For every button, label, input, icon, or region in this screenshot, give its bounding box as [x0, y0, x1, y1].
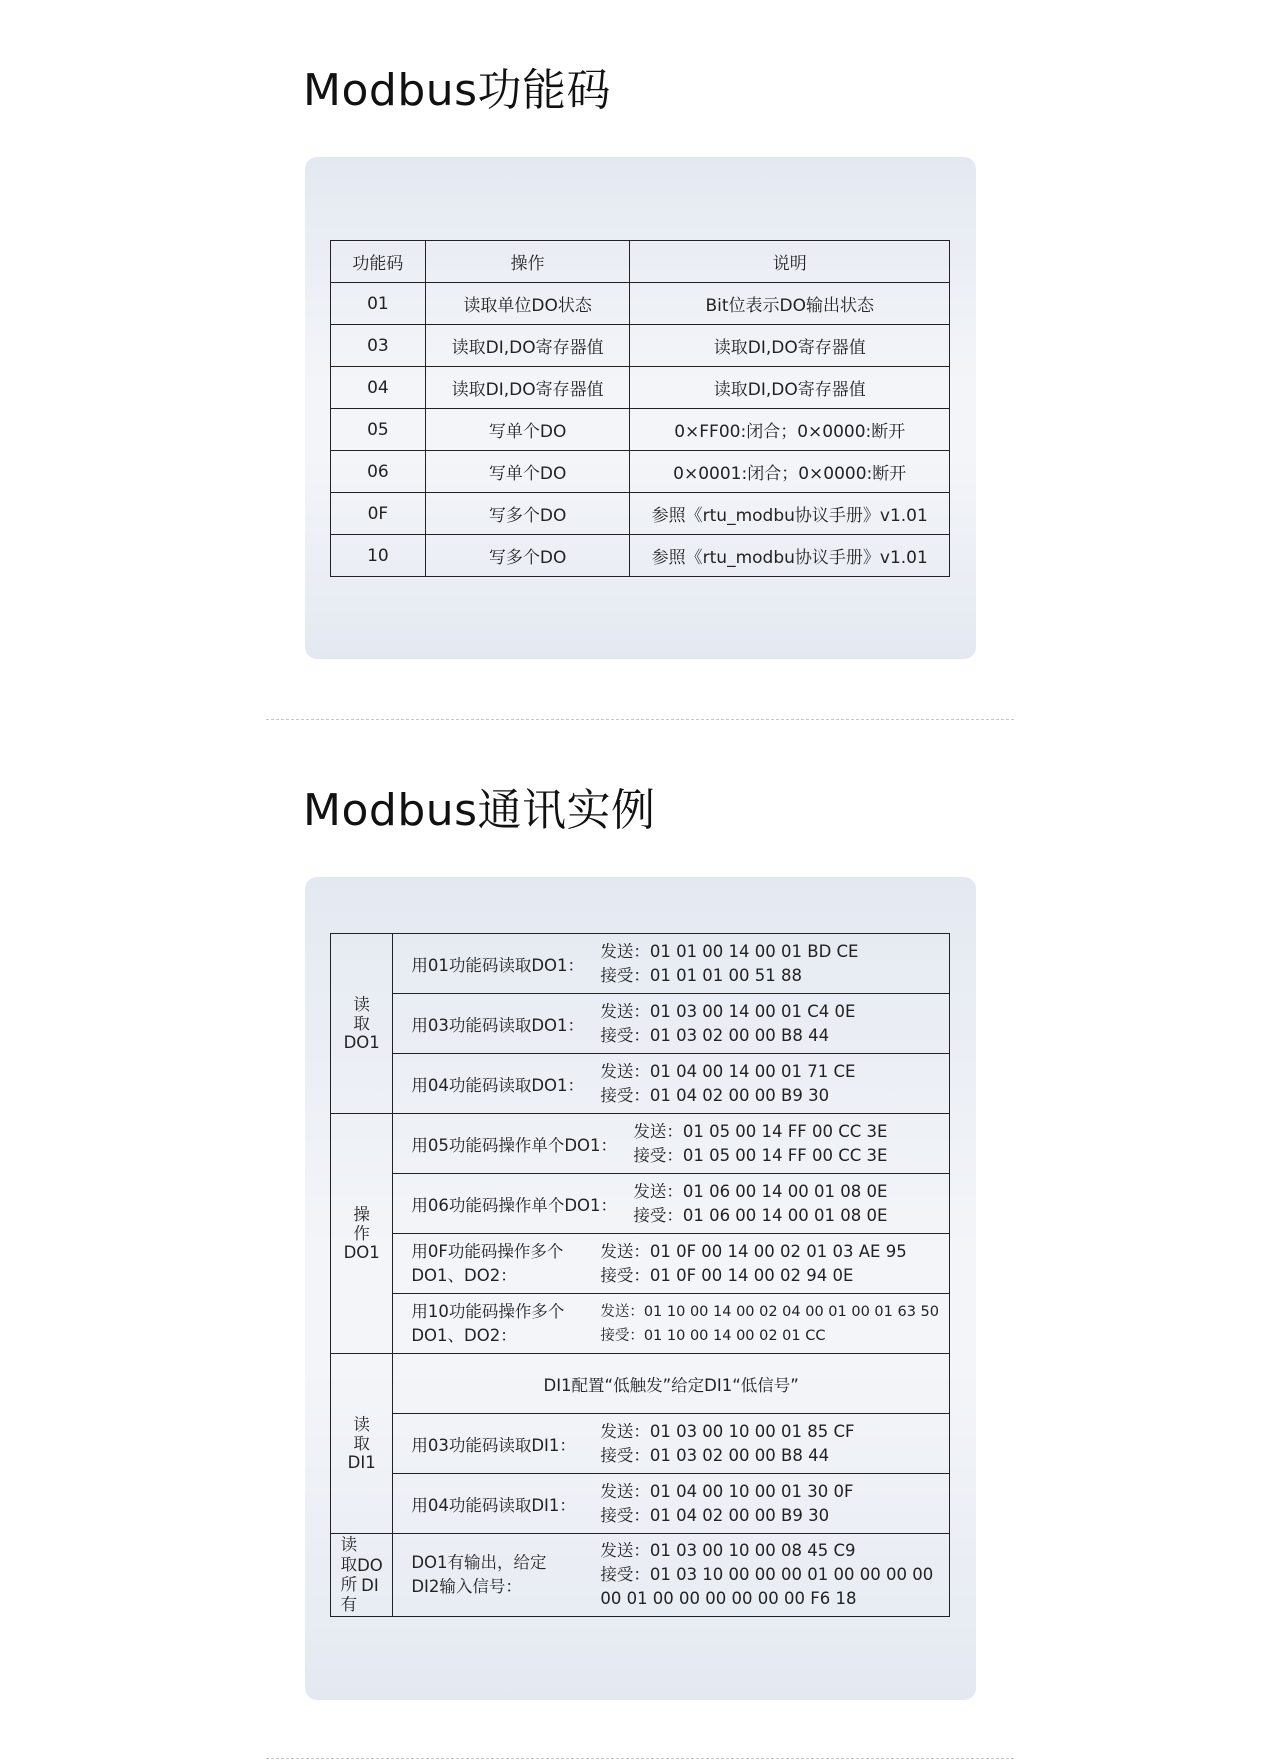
group-read-all: 读 取 所 有 DO DI: [331, 1534, 393, 1617]
cell-operation: 写单个DO: [425, 409, 630, 451]
cell-operation: 读取DI,DO寄存器值: [425, 367, 630, 409]
table-row: [331, 1354, 950, 1414]
receive-message: 接受：01 06 00 14 00 01 08 0E: [633, 1205, 888, 1225]
receive-message: 接受：01 10 00 14 00 02 01 CC: [600, 1327, 826, 1344]
table-row: [331, 409, 950, 451]
send-message: 发送：01 0F 00 14 00 02 01 03 AE 95: [600, 1241, 907, 1261]
example-label: 用0F功能码操作多个 DO1、DO2：: [411, 1241, 564, 1285]
table-row: [331, 535, 950, 577]
section-title-examples: Modbus通讯实例: [303, 785, 656, 836]
example-row: [393, 1414, 950, 1474]
table-row: [331, 1174, 950, 1234]
receive-message: 接受：01 05 00 14 FF 00 CC 3E: [633, 1145, 888, 1165]
send-message: 发送：01 01 00 14 00 01 BD CE: [600, 941, 859, 961]
table-row: [331, 1474, 950, 1534]
example-row: [393, 1174, 950, 1234]
example-row: [393, 1534, 950, 1617]
table-row: [331, 934, 950, 994]
receive-message: 接受：01 03 10 00 00 00 01 00 00 00 00: [600, 1565, 934, 1584]
table-row: [331, 1234, 950, 1294]
cell-description: 参照《rtu_modbu协议手册》v1.01: [630, 535, 950, 577]
section-divider: [266, 1758, 1014, 1759]
send-message: 发送：01 03 00 10 00 01 85 CF: [600, 1421, 855, 1441]
receive-message: 接受：01 0F 00 14 00 02 94 0E: [600, 1265, 854, 1285]
group-operate-do1: 操 作 DO1: [331, 1114, 393, 1354]
cell-code: 10: [331, 535, 426, 577]
example-label: 用03功能码读取DO1：: [411, 1015, 585, 1035]
table-row: [331, 994, 950, 1054]
table-row: [331, 451, 950, 493]
example-row: [393, 1114, 950, 1174]
cell-description: 读取DI,DO寄存器值: [630, 325, 950, 367]
send-message: 发送：01 04 00 10 00 01 30 0F: [600, 1481, 854, 1501]
receive-message: 接受：01 03 02 00 00 B8 44: [600, 1025, 830, 1045]
cell-description: Bit位表示DO输出状态: [630, 283, 950, 325]
examples-table: [330, 933, 950, 1617]
table-header-row: [331, 241, 950, 283]
cell-operation: 写多个DO: [425, 535, 630, 577]
cell-code: 06: [331, 451, 426, 493]
example-label: 用03功能码读取DI1：: [411, 1435, 576, 1455]
send-message: 发送：01 10 00 14 00 02 04 00 01 00 01 63 50: [600, 1303, 939, 1320]
example-label: 用06功能码操作单个DO1：: [411, 1195, 618, 1215]
example-label: 用04功能码读取DI1：: [411, 1495, 576, 1515]
example-row: [393, 1474, 950, 1534]
receive-message: 接受：01 04 02 00 00 B9 30: [600, 1505, 830, 1525]
cell-description: 0×0001:闭合；0×0000:断开: [630, 451, 950, 493]
send-message: 发送：01 05 00 14 FF 00 CC 3E: [633, 1121, 888, 1141]
cell-description: 参照《rtu_modbu协议手册》v1.01: [630, 493, 950, 535]
send-message: 发送：01 03 00 14 00 01 C4 0E: [600, 1001, 856, 1021]
example-row: [393, 1054, 950, 1114]
table-row: [331, 283, 950, 325]
cell-description: 0×FF00:闭合；0×0000:断开: [630, 409, 950, 451]
table-row: [331, 367, 950, 409]
example-row: [393, 1294, 950, 1354]
example-label: 用01功能码读取DO1：: [411, 955, 585, 975]
receive-message-continued: 00 01 00 00 00 00 00 00 F6 18: [600, 1589, 857, 1608]
example-row: [393, 934, 950, 994]
example-label: 用05功能码操作单个DO1：: [411, 1135, 618, 1155]
group-read-di1: 读 取 DI1: [331, 1354, 393, 1534]
section-title-function-codes: Modbus功能码: [303, 65, 612, 116]
send-message: 发送：01 03 00 10 00 08 45 C9: [600, 1541, 856, 1560]
send-message: 发送：01 04 00 14 00 01 71 CE: [600, 1061, 856, 1081]
table-row: [331, 1294, 950, 1354]
example-label: 用04功能码读取DO1：: [411, 1075, 585, 1095]
cell-operation: 写单个DO: [425, 451, 630, 493]
receive-message: 接受：01 03 02 00 00 B8 44: [600, 1445, 830, 1465]
cell-code: 05: [331, 409, 426, 451]
cell-operation: 读取DI,DO寄存器值: [425, 325, 630, 367]
table-row: [331, 325, 950, 367]
receive-message: 接受：01 01 01 00 51 88: [600, 965, 803, 985]
di-config-note: DI1配置“低触发”给定DI1“低信号”: [393, 1354, 950, 1414]
example-row: [393, 994, 950, 1054]
example-label: 用10功能码操作多个 DO1、DO2：: [411, 1301, 565, 1345]
cell-code: 04: [331, 367, 426, 409]
header-description: 说明: [630, 241, 950, 283]
section-divider: [266, 719, 1014, 720]
example-row: [393, 1234, 950, 1294]
cell-code: 0F: [331, 493, 426, 535]
table-row: [331, 1054, 950, 1114]
table-row: [331, 1534, 950, 1617]
cell-operation: 读取单位DO状态: [425, 283, 630, 325]
group-read-do1: 读 取 DO1: [331, 934, 393, 1114]
table-row: [331, 1414, 950, 1474]
table-row: [331, 1114, 950, 1174]
receive-message: 接受：01 04 02 00 00 B9 30: [600, 1085, 830, 1105]
function-code-table: [330, 240, 950, 577]
header-code: 功能码: [331, 241, 426, 283]
cell-operation: 写多个DO: [425, 493, 630, 535]
cell-code: 03: [331, 325, 426, 367]
table-row: [331, 493, 950, 535]
send-message: 发送：01 06 00 14 00 01 08 0E: [633, 1181, 888, 1201]
cell-description: 读取DI,DO寄存器值: [630, 367, 950, 409]
cell-code: 01: [331, 283, 426, 325]
example-label: DO1有输出，给定 DI2输入信号：: [411, 1553, 547, 1596]
header-operation: 操作: [425, 241, 630, 283]
